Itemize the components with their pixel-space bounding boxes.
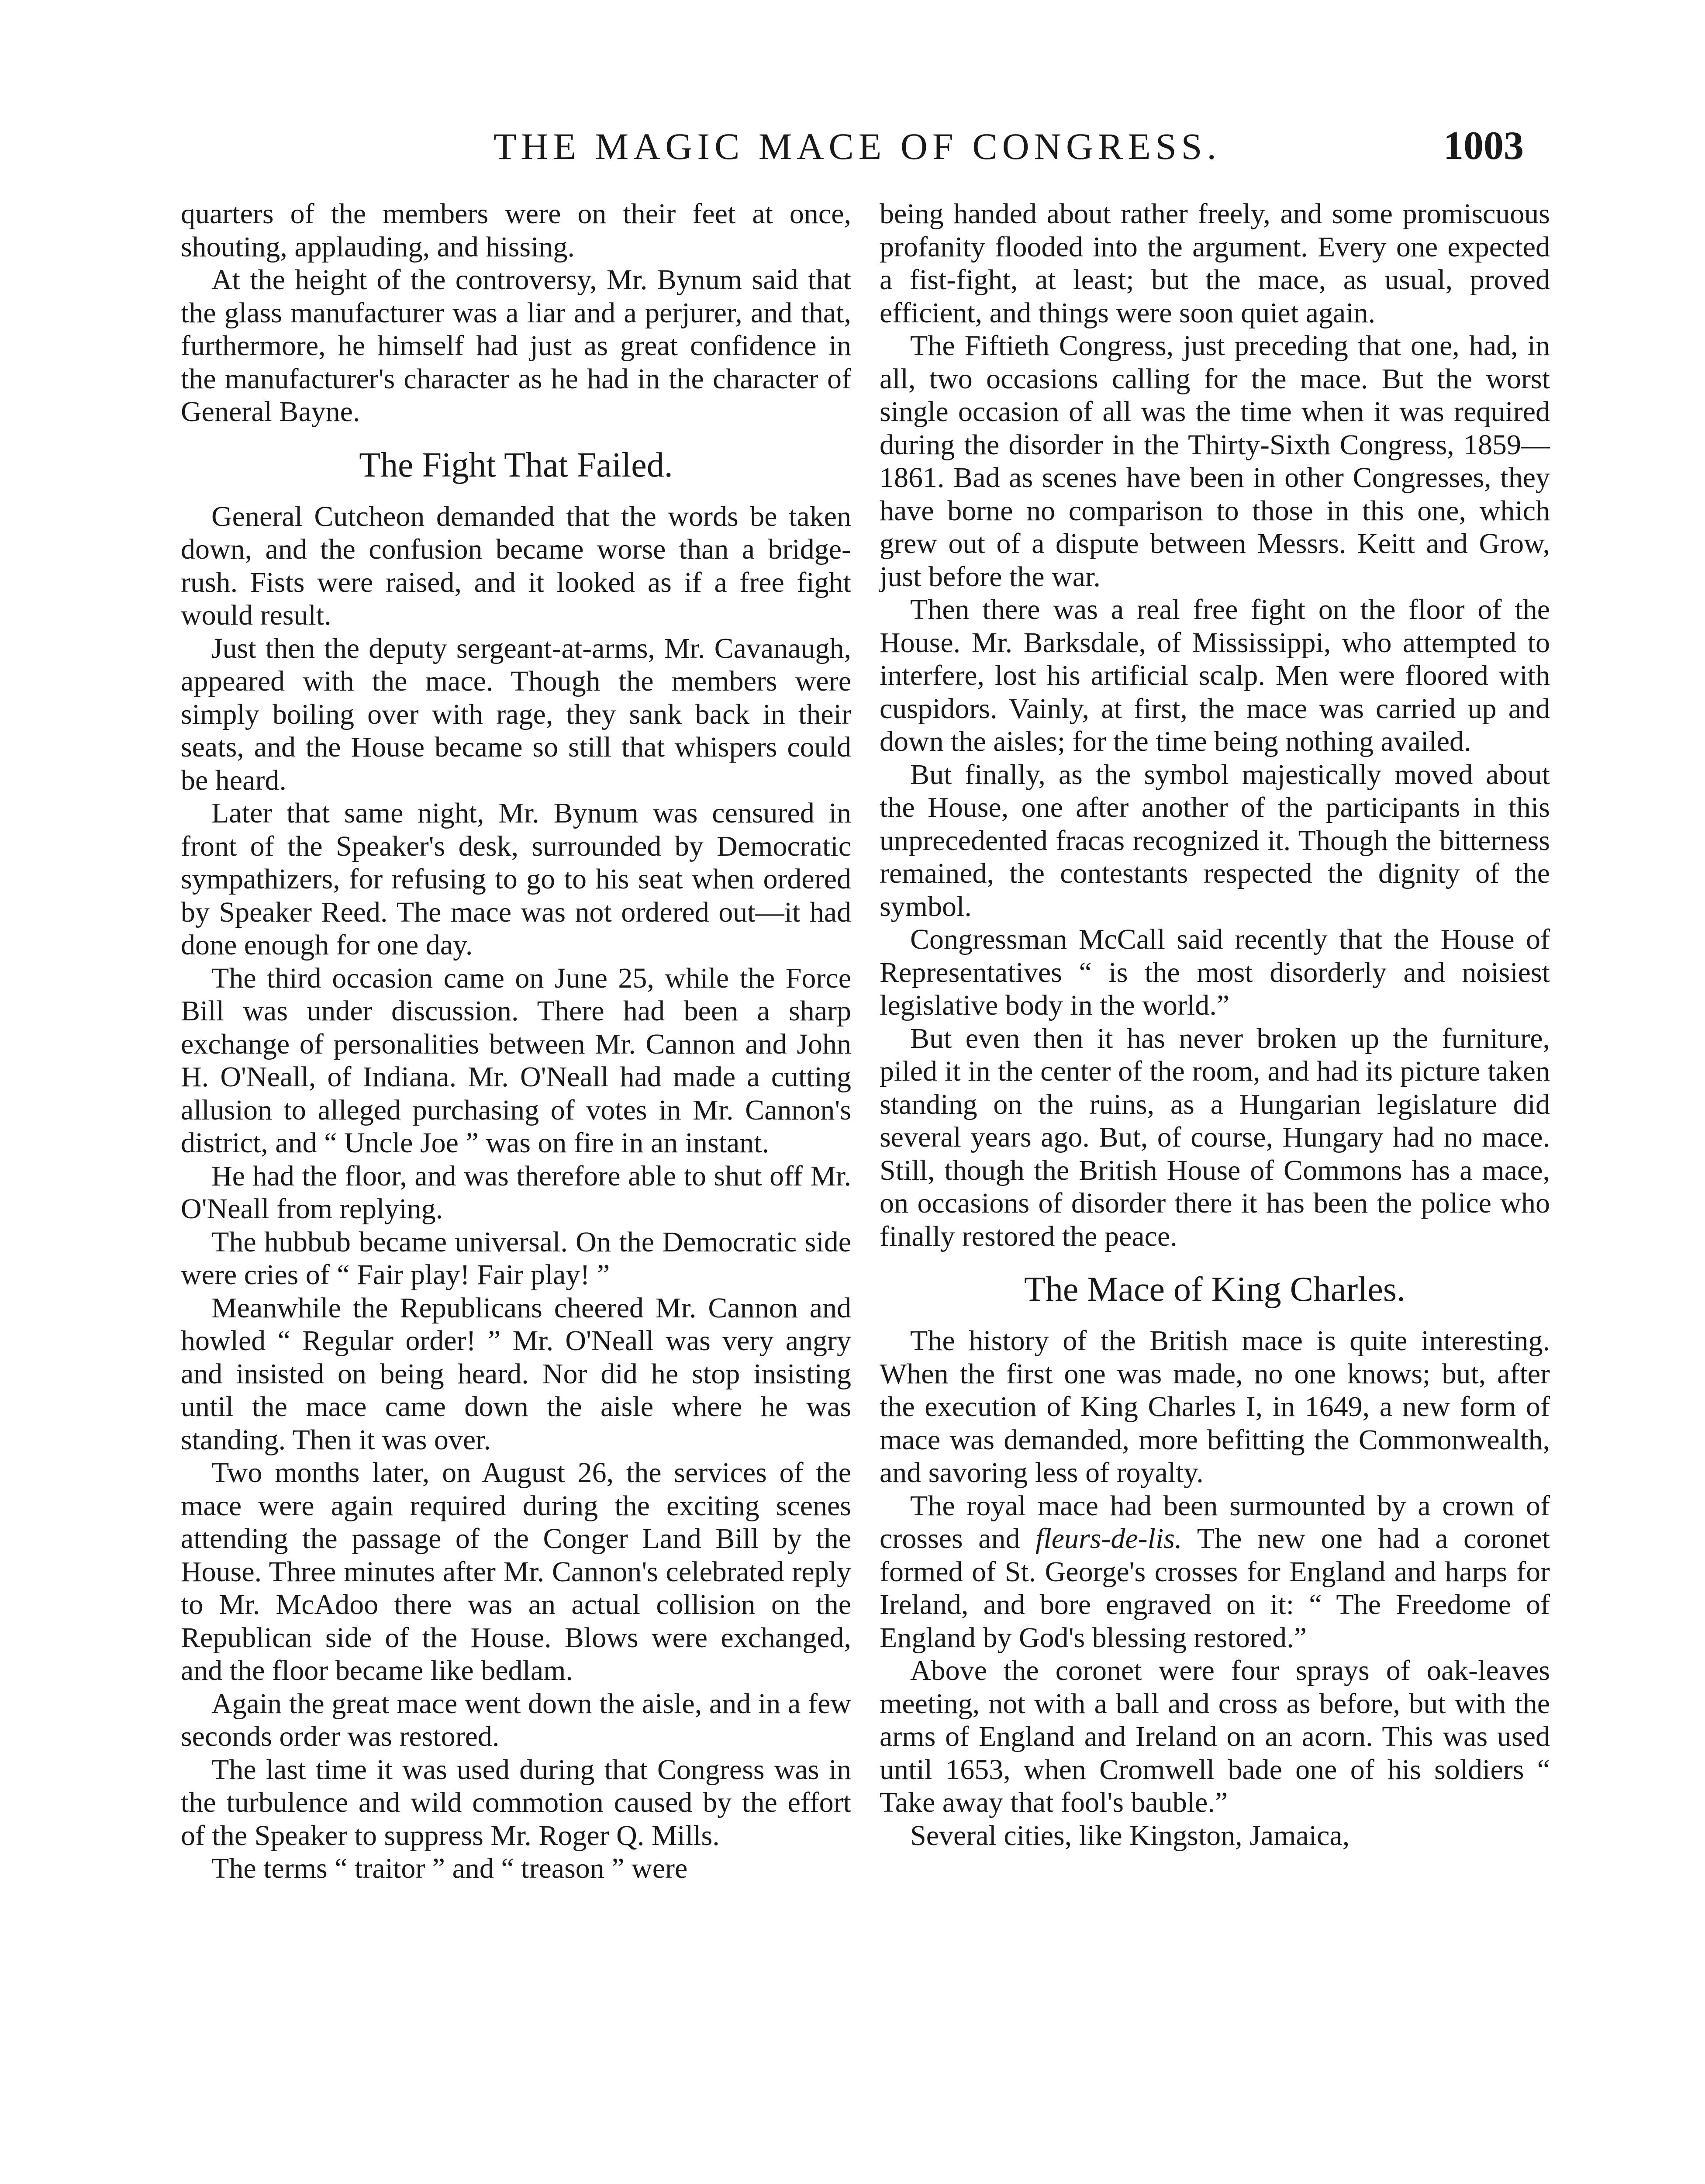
paragraph: But finally, as the symbol majestically moved about the House, one after another of the participants in this unprecedented fracas recognized it. Though the bitterness remained, the contestants respected the dignity of the symbol.: [880, 758, 1550, 923]
paragraph: The last time it was used during that Congress was in the turbulence and wild commotion caused by the effort of the Speaker to suppress Mr. Roger Q. Mills.: [181, 1753, 851, 1852]
paragraph: quarters of the members were on their feet at once, shouting, applauding, and hissing.: [181, 198, 851, 263]
paragraph: The Fiftieth Congress, just preceding that one, had, in all, two occasions calling for the mace. But the worst single occasion of all was the time when it was required during the disorder in the Thirty-Sixth Congress, 1859—1861. Bad as scenes have been in other Congresses, they have borne no comparison to those in this one, which grew out of a dispute between Messrs. Keitt and Grow, just before the war.: [880, 330, 1550, 593]
section-heading: The Mace of King Charles.: [1024, 1270, 1406, 1309]
page-number: 1003: [1443, 123, 1524, 168]
paragraph: Two months later, on August 26, the services of the mace were again required during the exciting scenes attending the passage of the Conger Land Bill by the House. Three minutes after Mr. Cannon's celebrated reply to Mr. McAdoo there was an actual collision on the Republican side of the House. Blows were exchanged, and the floor became like bedlam.: [181, 1457, 851, 1686]
paragraph: being handed about rather freely, and some promiscuous profanity flooded into the argument. Every one expected a fist-fight, at least; but the mace, as usual, proved efficient, and things were soon quiet again.: [880, 198, 1550, 329]
paragraph: The hubbub became universal. On the Democratic side were cries of “ Fair play! Fair play! ”: [181, 1226, 851, 1291]
paragraph: Just then the deputy sergeant-at-arms, Mr. Cavanaugh, appeared with the mace. Though the members were simply boiling over with rage, they sank back in their seats, and the House became so still that whispers could be heard.: [181, 632, 851, 796]
paragraph: The terms “ traitor ” and “ treason ” were: [211, 1852, 688, 1884]
paragraph: Then there was a real free fight on the floor of the House. Mr. Barksdale, of Mississippi, who attempted to interfere, lost his artificial scalp. Men were floored with cuspidors. Vainly, at first, the mace was carried up and down the aisles; for the time being nothing availed.: [880, 594, 1550, 757]
paragraph: General Cutcheon demanded that the words be taken down, and the confusion became worse than a bridge-rush. Fists were raised, and it looked as if a free fight would result.: [181, 500, 851, 631]
paragraph: He had the floor, and was therefore able to shut off Mr. O'Neall from replying.: [181, 1160, 851, 1225]
italic-phrase: fleurs-de-lis.: [1035, 1523, 1182, 1555]
paragraph: Again the great mace went down the aisle, and in a few seconds order was restored.: [181, 1687, 851, 1752]
paragraph: Later that same night, Mr. Bynum was censured in front of the Speaker's desk, surrounded by Democratic sympathizers, for refusing to go to his seat when ordered by Speaker Reed. The mace was not ordered out—it had done enough for one day.: [181, 797, 851, 961]
paragraph: Above the coronet were four sprays of oak-leaves meeting, not with a ball and cross as before, but with the arms of England and Ireland on an acorn. This was used until 1653, when Cromwell bade one of his soldiers “ Take away that fool's bauble.”: [880, 1655, 1550, 1818]
paragraph: The history of the British mace is quite interesting. When the first one was made, no one knows; but, after the execution of King Charles I, in 1649, a new form of mace was demanded, more befitting the Commonwealth, and savoring less of royalty.: [880, 1325, 1550, 1489]
running-head: THE MAGIC MACE OF CONGRESS.: [494, 125, 1221, 167]
paragraph: But even then it has never broken up the furniture, piled it in the center of the room, and had its picture taken standing on the ruins, as a Hungarian legislature did several years ago. But, of course, Hungary had no mace. Still, though the British House of Commons has a mace, on occasions of disorder there it has been the police who finally restored the peace.: [880, 1022, 1550, 1252]
paragraph: [880, 1489, 1550, 1655]
section-heading: The Fight That Failed.: [359, 446, 673, 484]
paragraph-text: The royal mace had been surmounted by a crown of crosses and: [880, 1489, 1550, 1555]
paragraph-text: The new one had a coronet formed of St. George's crosses for England and harps for Ireland, and bore engraved on it: “ The Freedome of England by God's blessing restored.”: [880, 1523, 1550, 1654]
left-column: [181, 197, 851, 1885]
right-column: [880, 197, 1550, 1852]
paragraph: Several cities, like Kingston, Jamaica,: [910, 1819, 1350, 1852]
paragraph: The third occasion came on June 25, while the Force Bill was under discussion. There had been a sharp exchange of personalities between Mr. Cannon and John H. O'Neall, of Indiana. Mr. O'Neall had made a cutting allusion to alleged purchasing of votes in Mr. Cannon's district, and “ Uncle Joe ” was on fire in an instant.: [181, 962, 851, 1159]
page-header: [0, 0, 1705, 183]
paragraph: At the height of the controversy, Mr. Bynum said that the glass manufacturer was a liar and a perjurer, and that, furthermore, he himself had just as great confidence in the manufacturer's character as he had in the character of General Bayne.: [181, 264, 851, 428]
paragraph: Meanwhile the Republicans cheered Mr. Cannon and howled “ Regular order! ” Mr. O'Neall was very angry and insisted on being heard. Nor did he stop insisting until the mace came down the aisle where he was standing. Then it was over.: [181, 1292, 851, 1456]
paragraph: Congressman McCall said recently that the House of Representatives “ is the most disorderly and noisiest legislative body in the world.”: [880, 923, 1550, 1021]
